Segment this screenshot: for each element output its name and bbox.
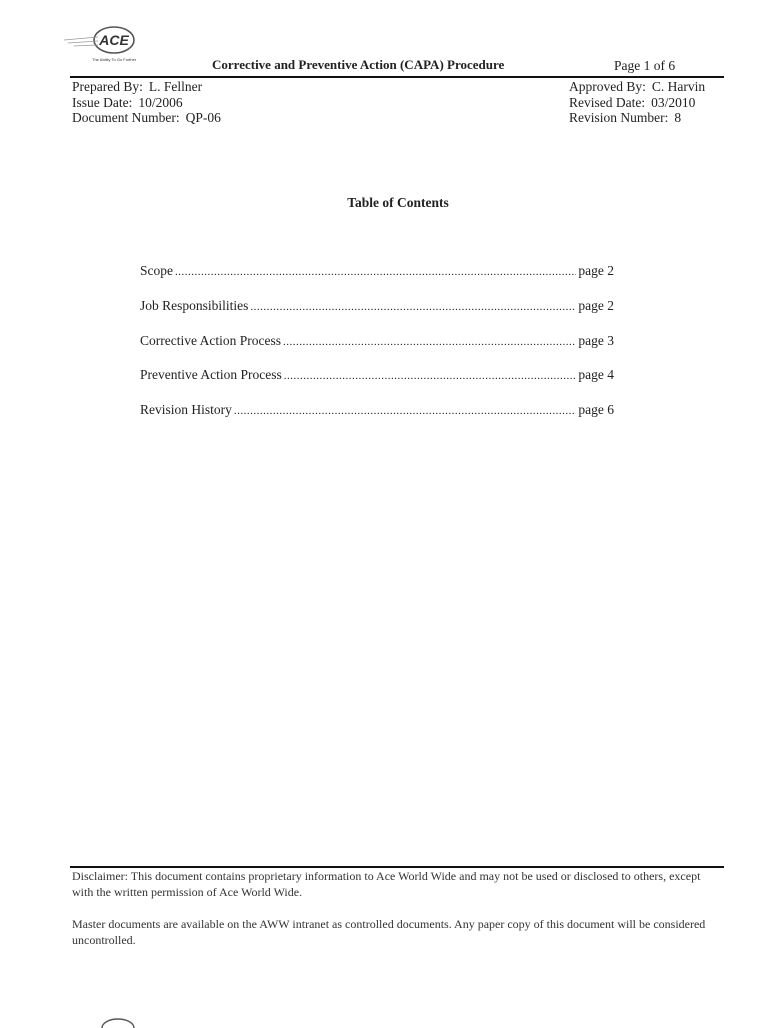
footer-divider [70,866,724,868]
toc-entry-page: page 2 [578,263,614,278]
revised-date-value: 03/2010 [651,94,696,110]
document-meta-left [72,79,221,126]
toc-leader-dots [175,266,576,278]
approved-by-label: Approved By: [569,79,646,94]
toc-heading: Table of Contents [347,195,449,210]
logo-wordmark: ACE [99,32,129,48]
document-number-row [72,110,221,126]
toc-entry-title: Corrective Action Process [140,332,281,348]
document-number-label: Document Number: [72,110,180,125]
revision-number-value: 8 [674,110,682,125]
disclaimer-text: Disclaimer: This document contains proprietary information to Ace World Wide and may not be used or disclosed to others, except with the written permission of Ace World Wide. [72,869,701,899]
toc-leader-dots [250,301,576,313]
master-documents-note: Master documents are available on the AWW intranet as controlled documents. Any paper copy of this document will be considered uncontrolled. [72,917,706,947]
toc-entry-page: page 6 [578,402,614,418]
toc-entry-scope[interactable] [140,263,614,298]
revision-number-label: Revision Number: [569,110,669,125]
document-title: Corrective and Preventive Action (CAPA) Procedure [212,57,505,72]
toc-entry-job-responsibilities[interactable] [140,298,614,333]
toc-entry-preventive-action-process[interactable] [140,367,614,402]
revised-date-label: Revised Date: [569,94,646,110]
next-page-logo-fragment [98,1016,138,1028]
prepared-by-label: Prepared By: [72,79,143,94]
toc-entry-page: page 4 [578,367,614,383]
table-of-contents [140,263,614,437]
document-number-value: QP-06 [185,110,221,125]
toc-entry-title: Scope [140,263,173,278]
issue-date-label: Issue Date: [72,94,133,110]
toc-entry-revision-history[interactable] [140,402,614,437]
document-meta-right [569,79,705,126]
toc-entry-title: Revision History [140,402,232,418]
revised-date-row [569,95,705,111]
toc-entry-page: page 2 [578,297,614,313]
issue-date-value: 10/2006 [138,94,183,110]
toc-leader-dots [283,336,576,348]
toc-entry-corrective-action-process[interactable] [140,333,614,368]
prepared-by-row [72,79,221,95]
header-divider [70,76,724,78]
revision-number-row [569,110,705,126]
logo-tagline: The Ability To Go Further [92,57,137,62]
toc-leader-dots [234,405,577,417]
prepared-by-value: L. Fellner [148,79,203,94]
toc-entry-page: page 3 [578,332,614,348]
toc-entry-title: Preventive Action Process [140,367,282,383]
approved-by-value: C. Harvin [651,79,706,94]
issue-date-row [72,95,221,111]
approved-by-row [569,79,705,95]
toc-entry-title: Job Responsibilities [140,297,249,313]
toc-leader-dots [284,370,577,382]
page-indicator: Page 1 of 6 [614,58,676,73]
